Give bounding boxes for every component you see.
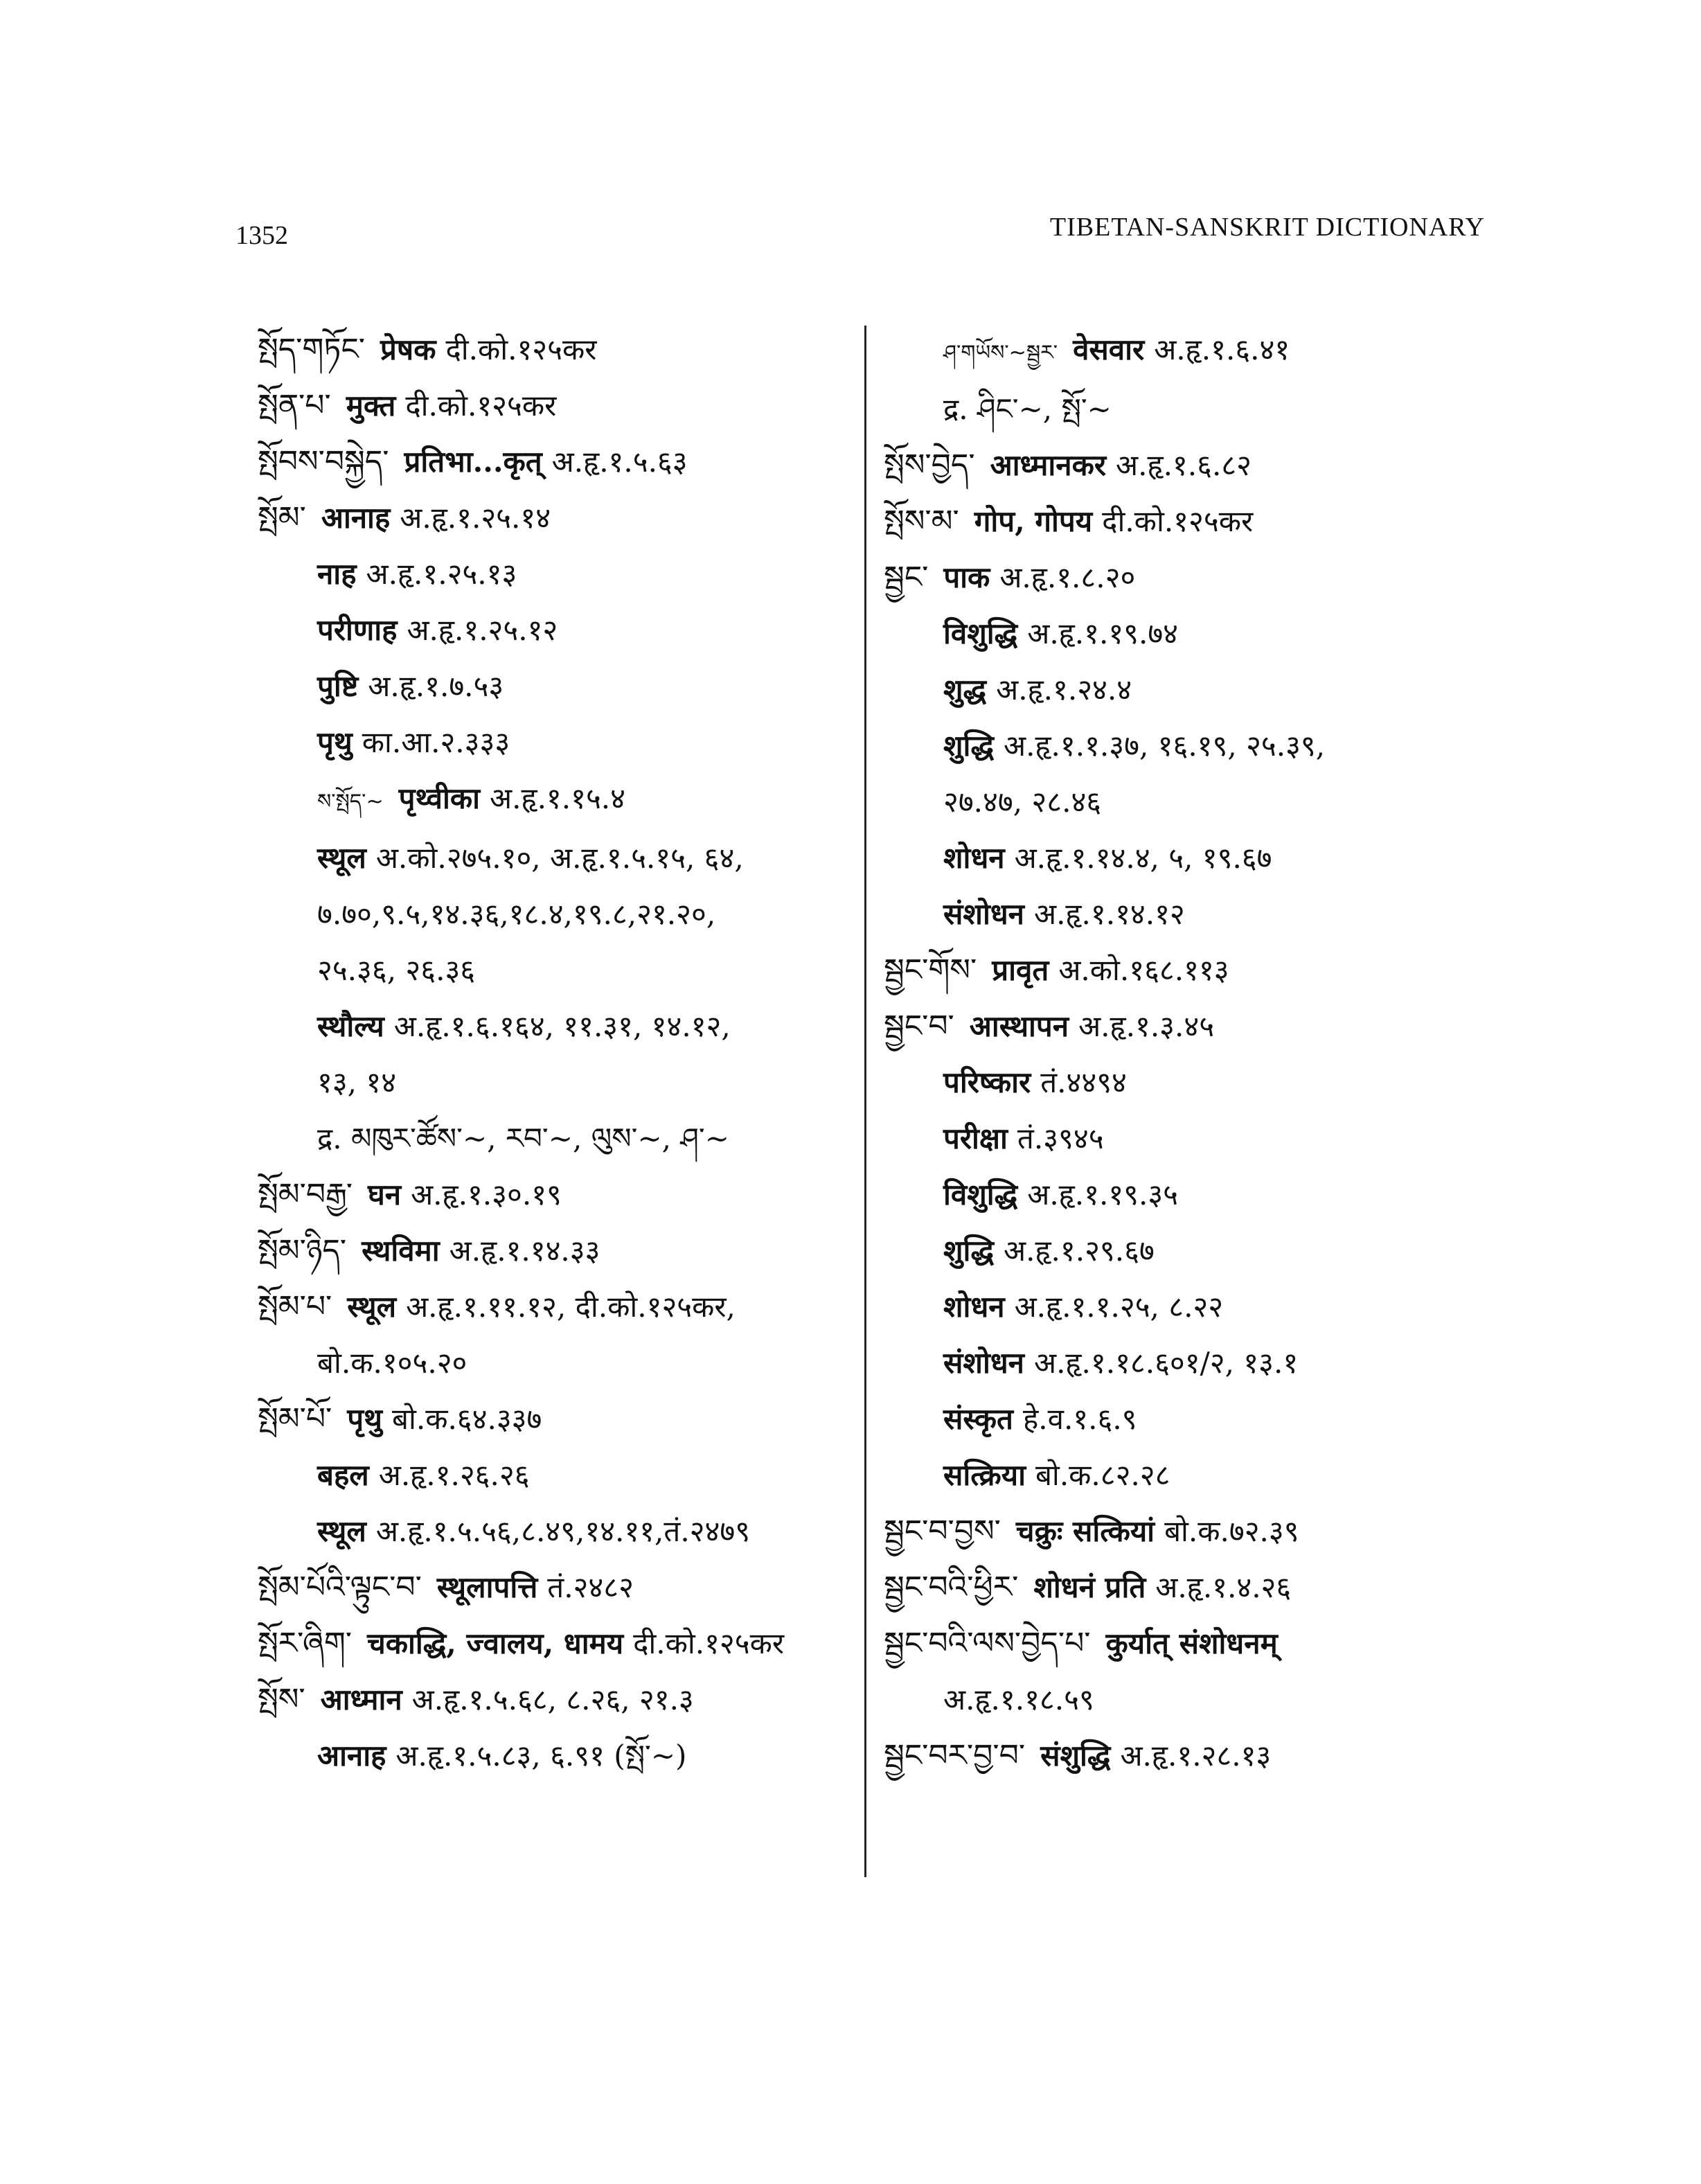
source-reference: अ.हृ.१.८.२० <box>999 560 1136 594</box>
sanskrit-equivalent: पृथु <box>347 1402 382 1436</box>
source-reference: अ.हृ.१.२५.१४ <box>400 501 551 535</box>
dictionary-entry <box>258 1559 853 1615</box>
source-reference: अ.हृ.१.११.१२, दी.को.१२५कर, <box>406 1290 736 1324</box>
dictionary-entry <box>884 1728 1521 1784</box>
right-column <box>884 321 1521 1784</box>
source-reference: अ.हृ.१.१.२५, ८.२२ <box>1014 1290 1224 1324</box>
sanskrit-equivalent: घन <box>367 1178 402 1211</box>
source-reference: २७.४७, २८.४६ <box>943 785 1102 819</box>
source-reference: अ.हृ.१.१५.४ <box>490 781 625 815</box>
source-reference: ७.७०,९.५,१४.३६,१८.४,१९.८,२१.२०, <box>317 897 716 931</box>
source-reference: दी.को.१२५कर <box>445 332 597 366</box>
tibetan-headword: སྤོས་ <box>258 1682 305 1717</box>
dictionary-entry <box>884 774 1521 830</box>
dictionary-entry <box>258 1503 853 1559</box>
column-divider <box>864 326 866 1877</box>
source-reference: अ.हृ.१.१९.३५ <box>1027 1178 1179 1211</box>
dictionary-entry <box>258 1054 853 1110</box>
sanskrit-equivalent: परीणाह <box>317 613 398 647</box>
sanskrit-equivalent: परीक्षा <box>943 1121 1008 1155</box>
dictionary-entry <box>884 1223 1521 1279</box>
dictionary-entry <box>258 321 853 378</box>
source-reference: २५.३६, २६.३६ <box>317 953 476 987</box>
sanskrit-equivalent: स्थविमा <box>362 1234 440 1268</box>
dictionary-entry <box>258 434 853 490</box>
source-reference: अ.हृ.१.७.५३ <box>368 669 504 703</box>
source-reference: बो.क.८२.२८ <box>1035 1458 1170 1492</box>
sanskrit-equivalent: कुर्यात् संशोधनम् <box>1105 1626 1278 1660</box>
dictionary-entry <box>884 1279 1521 1335</box>
dictionary-entry <box>258 1391 853 1447</box>
dictionary-entry <box>884 830 1521 886</box>
source-reference: अ.को.२७५.१०, अ.हृ.१.५.१५, ६४, <box>375 841 744 875</box>
sanskrit-equivalent: बहल <box>317 1458 369 1492</box>
sanskrit-equivalent: आस्थापन <box>969 1009 1069 1043</box>
sanskrit-equivalent: संस्कृत <box>943 1402 1013 1436</box>
dictionary-entry <box>884 886 1521 942</box>
sanskrit-equivalent: शुद्ध <box>943 673 987 707</box>
source-reference: अ.हृ.१.२९.६७ <box>1004 1234 1155 1268</box>
dictionary-entry <box>258 1279 853 1335</box>
tibetan-headword: ཤ་གཡོས་~སྦྱར་ <box>943 341 1058 365</box>
dictionary-entry <box>884 1447 1521 1503</box>
sanskrit-equivalent: प्रेषक <box>380 332 436 366</box>
source-reference: अ.हृ.१.१४.३३ <box>449 1234 600 1268</box>
dictionary-entry <box>258 998 853 1054</box>
sanskrit-equivalent: पृथु <box>317 725 353 759</box>
dictionary-entry <box>258 830 853 886</box>
dictionary-entry <box>884 1391 1521 1447</box>
dictionary-entry <box>884 437 1521 493</box>
tibetan-headword: སྤོབས་བསྐྱེད་ <box>258 444 389 479</box>
source-reference: अ.हृ.१.२८.१३ <box>1120 1739 1272 1773</box>
tibetan-headword: སྦྱང་བའི་ཕྱིར་ <box>884 1570 1019 1605</box>
source-reference: अ.हृ.१.६.१६४, ११.३१, १४.१२, <box>393 1009 731 1043</box>
sanskrit-equivalent: आनाह <box>317 1739 386 1773</box>
dictionary-entry <box>884 1615 1521 1671</box>
dictionary-entry <box>884 1110 1521 1166</box>
tibetan-headword: སྦྱང་བའི་ལས་བྱེད་པ་ <box>884 1626 1091 1661</box>
source-reference: अ.हृ.१.४.२६ <box>1155 1570 1292 1604</box>
sanskrit-equivalent: प्रावृत <box>992 953 1049 987</box>
tibetan-headword: སྤོམ་པོ་ <box>258 1401 332 1437</box>
sanskrit-equivalent: विशुद्धि <box>943 1178 1018 1211</box>
dictionary-entry <box>884 549 1521 605</box>
sanskrit-equivalent: स्थूल <box>317 1514 366 1548</box>
source-reference: हे.व.१.६.९ <box>1022 1402 1137 1436</box>
sanskrit-equivalent: स्थौल्य <box>317 1009 384 1043</box>
dictionary-entry <box>258 770 853 830</box>
source-reference: अ.हृ.१.१.३७, १६.१९, २५.३९, <box>1004 729 1326 763</box>
dictionary-entry <box>258 1110 853 1166</box>
source-reference: अ.हृ.१.१९.७४ <box>1027 616 1179 650</box>
source-reference: तं.२४८२ <box>547 1570 634 1604</box>
tibetan-headword: སྤོམ་པོའི་ལྟུང་བ་ <box>258 1570 422 1605</box>
source-reference: १३, १४ <box>317 1065 397 1099</box>
page-number: 1352 <box>235 221 288 250</box>
dictionary-entry <box>258 1335 853 1391</box>
dictionary-entry <box>884 718 1521 774</box>
tibetan-headword: སྦྱང་གོས་ <box>884 952 977 988</box>
dictionary-entry <box>884 998 1521 1054</box>
source-reference: दी.को.१२५कर <box>1102 504 1254 538</box>
dictionary-entry <box>258 490 853 546</box>
source-reference: बो.क.६४.३३७ <box>391 1402 542 1436</box>
source-reference: अ.हृ.१.५.६३ <box>551 445 688 479</box>
sanskrit-equivalent: मुक्त <box>346 389 396 423</box>
source-reference: अ.हृ.१.२५.१२ <box>407 613 558 647</box>
tibetan-headword: སྦྱང་བ་ <box>884 1009 954 1044</box>
sanskrit-equivalent: पृथ्वीका <box>398 781 481 815</box>
source-reference: द्र. ཤིང་~, སྤོ་~ <box>943 392 1112 426</box>
source-reference: अ.को.१६८.११३ <box>1058 953 1229 987</box>
source-reference: अ.हृ.१.६.८२ <box>1116 448 1252 482</box>
left-column <box>258 321 853 1784</box>
source-reference: अ.हृ.१.५.६८, ८.२६, २१.३ <box>411 1683 694 1716</box>
tibetan-headword: སྤོམ་ <box>258 500 306 535</box>
source-reference: अ.हृ.१.२६.२६ <box>378 1458 530 1492</box>
tibetan-headword: སྤོམ་བརྒྱ་ <box>258 1177 353 1212</box>
source-reference: अ.हृ.१.१८.५९ <box>943 1683 1094 1716</box>
tibetan-headword: སྤོར་ཞིག་ <box>258 1626 353 1661</box>
dictionary-entry <box>258 942 853 998</box>
tibetan-headword: སྤོམ་ཉིད་ <box>258 1233 347 1268</box>
dictionary-entry <box>884 1671 1521 1728</box>
source-reference: अ.हृ.१.३.४५ <box>1078 1009 1215 1043</box>
sanskrit-equivalent: पाक <box>943 560 990 594</box>
sanskrit-equivalent: शोधन <box>943 841 1005 875</box>
sanskrit-equivalent: पुष्टि <box>317 669 359 703</box>
source-reference: तं.३९४५ <box>1017 1121 1104 1155</box>
dictionary-entry <box>884 1054 1521 1110</box>
dictionary-entry <box>258 546 853 602</box>
source-reference: अ.हृ.१.५.५६,८.४९,१४.११,तं.२४७९ <box>375 1514 751 1548</box>
dictionary-entry <box>258 1671 853 1728</box>
source-reference: अ.हृ.१.६.४१ <box>1154 332 1290 366</box>
dictionary-entry <box>258 658 853 714</box>
sanskrit-equivalent: परिष्कार <box>943 1065 1031 1099</box>
sanskrit-equivalent: संशोधन <box>943 1346 1024 1380</box>
dictionary-entry <box>884 493 1521 549</box>
dictionary-entry <box>258 886 853 942</box>
dictionary-entry <box>884 381 1521 437</box>
source-reference: तं.४४९४ <box>1040 1065 1127 1099</box>
tibetan-headword: སྤོས་བྱེད་ <box>884 447 975 483</box>
running-title: TIBETAN-SANSKRIT DICTIONARY <box>1049 213 1485 242</box>
sanskrit-equivalent: स्थूल <box>347 1290 397 1324</box>
tibetan-headword: སྦྱང་བར་བྱ་བ་ <box>884 1738 1026 1773</box>
sanskrit-equivalent: आध्मान <box>320 1683 402 1716</box>
sanskrit-equivalent: नाह <box>317 557 357 591</box>
sanskrit-equivalent: विशुद्धि <box>943 616 1018 650</box>
tibetan-headword: ས་སྤོད་~ <box>317 790 384 814</box>
dictionary-entry <box>258 1615 853 1671</box>
sanskrit-equivalent: संशुद्धि <box>1040 1739 1111 1773</box>
dictionary-entry <box>258 1223 853 1279</box>
source-reference: द्र. མཁུར་ཚོས་~, རབ་~, ལུས་~, ཤ་~ <box>317 1121 729 1155</box>
dictionary-entry <box>884 321 1521 381</box>
dictionary-entry <box>258 1166 853 1223</box>
dictionary-entry <box>884 1166 1521 1223</box>
tibetan-headword: སྤོས་མ་ <box>884 504 959 539</box>
sanskrit-equivalent: गोप, गोपय <box>974 504 1093 538</box>
dictionary-entry <box>258 714 853 770</box>
dictionary-entry <box>884 662 1521 718</box>
tibetan-headword: སྦྱང་བ་བྱས་ <box>884 1513 1001 1549</box>
sanskrit-equivalent: आध्मानकर <box>990 448 1107 482</box>
tibetan-headword: སྤོམ་པ་ <box>258 1289 332 1324</box>
dictionary-entry <box>258 1447 853 1503</box>
source-reference: अ.हृ.१.१८.६०१/२, १३.१ <box>1033 1346 1299 1380</box>
tibetan-headword: སྦྱང་ <box>884 560 929 595</box>
dictionary-entry <box>884 1559 1521 1615</box>
source-reference: अ.हृ.१.१४.१२ <box>1033 897 1185 931</box>
source-reference: दी.को.१२५कर <box>405 389 557 423</box>
source-reference: अ.हृ.१.३०.१९ <box>411 1178 562 1211</box>
tibetan-headword: སྤོན་པ་ <box>258 388 331 423</box>
sanskrit-equivalent: शुद्धि <box>943 729 994 763</box>
sanskrit-equivalent: संशोधन <box>943 897 1024 931</box>
sanskrit-equivalent: वेसवार <box>1073 332 1145 366</box>
sanskrit-equivalent: स्थूलापत्ति <box>436 1570 538 1604</box>
tibetan-headword: སྤོད་གཏོང་ <box>258 332 366 367</box>
dictionary-entry <box>258 378 853 434</box>
sanskrit-equivalent: स्थूल <box>317 841 366 875</box>
dictionary-entry <box>884 1503 1521 1559</box>
sanskrit-equivalent: सत्क्रिया <box>943 1458 1026 1492</box>
source-reference: अ.हृ.१.२४.४ <box>996 673 1132 707</box>
dictionary-entry <box>884 942 1521 998</box>
sanskrit-equivalent: चक्रुः सत्कियां <box>1015 1514 1155 1548</box>
source-reference: बो.क.१०५.२० <box>317 1346 467 1380</box>
source-reference: का.आ.२.३३३ <box>362 725 510 759</box>
source-reference: बो.क.७२.३९ <box>1164 1514 1299 1548</box>
sanskrit-equivalent: शोधन <box>943 1290 1005 1324</box>
dictionary-entry <box>258 602 853 658</box>
sanskrit-equivalent: चकाद्धि, ज्वालय, धामय <box>367 1626 624 1660</box>
source-reference: अ.हृ.१.५.८३, ६.९१ (སྤོ་~) <box>395 1739 687 1773</box>
source-reference: दी.को.१२५कर <box>633 1626 785 1660</box>
sanskrit-equivalent: शुद्धि <box>943 1234 994 1268</box>
sanskrit-equivalent: आनाह <box>321 501 391 535</box>
source-reference: अ.हृ.१.१४.४, ५, १९.६७ <box>1014 841 1272 875</box>
source-reference: अ.हृ.१.२५.१३ <box>366 557 517 591</box>
sanskrit-equivalent: प्रतिभा...कृत् <box>404 445 542 479</box>
dictionary-entry <box>884 1335 1521 1391</box>
dictionary-entry <box>884 605 1521 662</box>
sanskrit-equivalent: शोधनं प्रति <box>1033 1570 1146 1604</box>
dictionary-entry <box>258 1728 853 1784</box>
